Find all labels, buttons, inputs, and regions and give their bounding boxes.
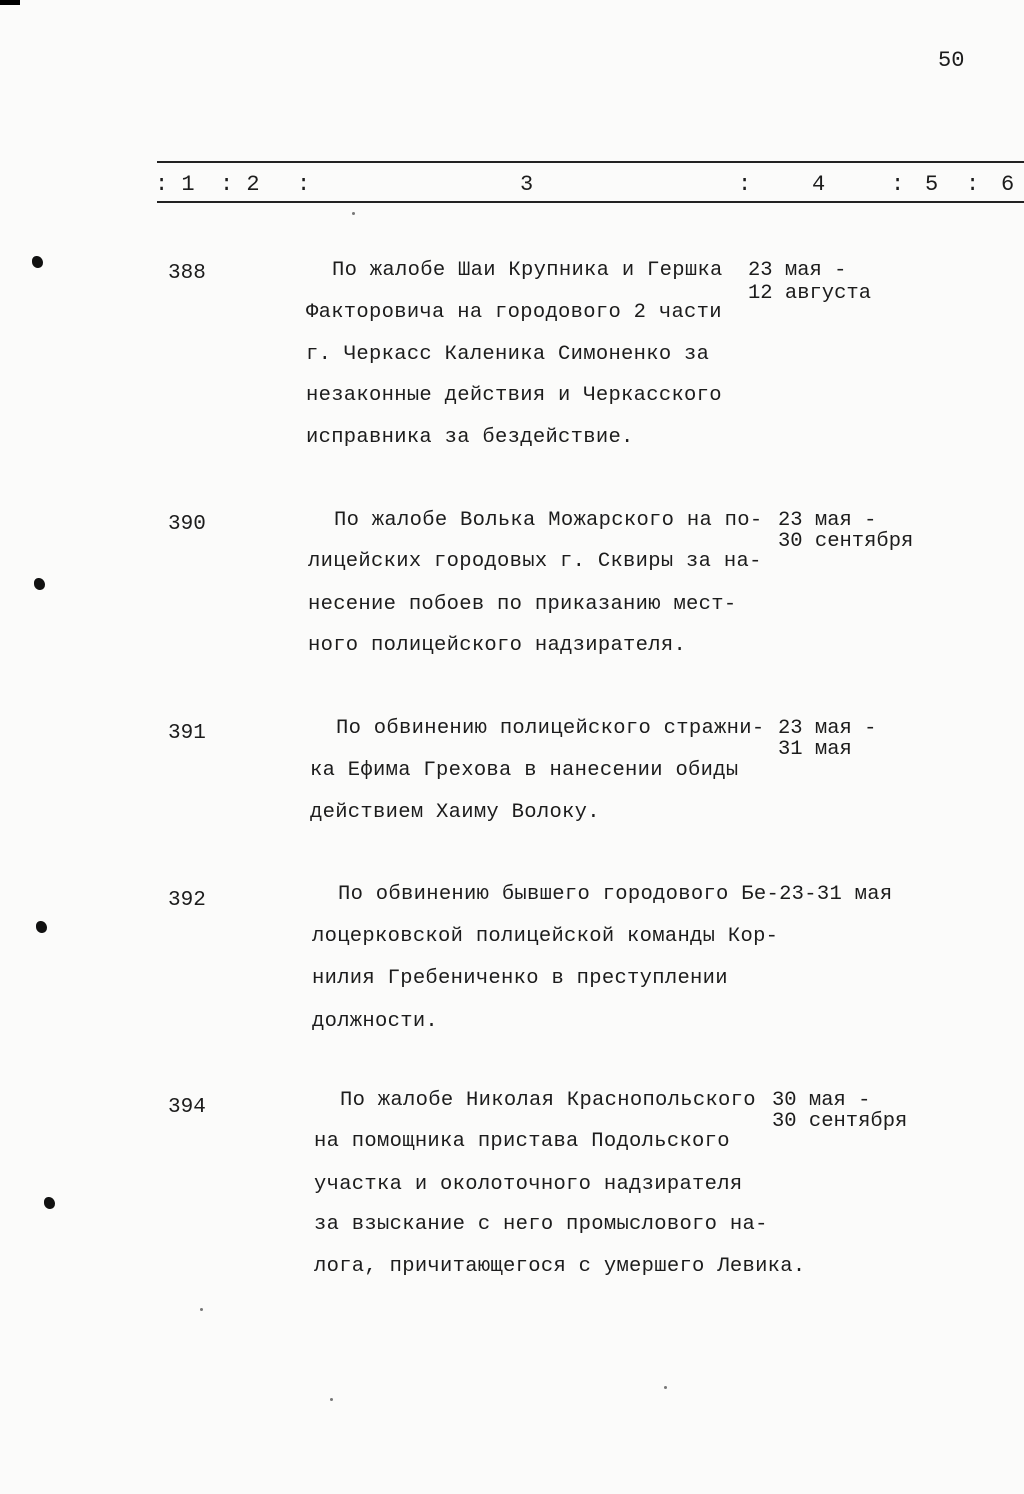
entry-number: 392: [168, 889, 206, 912]
entry-text-line: незаконные действия и Черкасского: [306, 384, 722, 407]
entry-text-line: лоцерковской полицейской команды Кор-: [312, 925, 779, 948]
entry-date-start: 23 мая -: [748, 259, 847, 282]
scan-speck: [352, 212, 355, 215]
page-number: 50: [938, 48, 965, 73]
column-header-separator: :: [891, 172, 905, 197]
entry-text-line: должности.: [312, 1010, 439, 1033]
column-header-separator: :: [738, 172, 752, 197]
entry-number: 388: [168, 262, 206, 285]
entry-text-line: По жалобе Волька Можарского на по-: [334, 509, 763, 532]
column-header-separator: :: [966, 172, 980, 197]
entry-date-end: 30 сентября: [778, 530, 914, 553]
entry-date-end: 31 мая: [778, 738, 852, 761]
entry-text-line: исправника за бездействие.: [306, 426, 634, 449]
table-top-rule: [157, 161, 1024, 163]
entry-text-line: По обвинению полицейского стражни-: [336, 717, 765, 740]
entry-text-line: за взыскание с него промыслового на-: [314, 1213, 768, 1236]
entry-text-line: Факторовича на городового 2 части: [306, 301, 722, 324]
column-header-1: : 1: [155, 172, 195, 197]
table-header-bottom-rule: [157, 201, 1024, 203]
column-header-6: 6: [1001, 172, 1015, 197]
entry-date-start: 23 мая -: [778, 509, 877, 532]
column-header-separator: :: [297, 172, 311, 197]
entry-date-start: 30 мая -: [772, 1089, 871, 1112]
entry-date-end: 12 августа: [748, 282, 872, 305]
entry-text-line: на помощника пристава Подольского: [314, 1130, 730, 1153]
entry-number: 391: [168, 722, 206, 745]
entry-date-start: 23 мая -: [778, 717, 877, 740]
column-header-5: 5: [925, 172, 939, 197]
column-header-2: : 2: [220, 172, 260, 197]
binding-hole-mark: [32, 256, 43, 268]
scan-speck: [200, 1308, 203, 1311]
scan-speck: [330, 1398, 333, 1401]
binding-hole-mark: [34, 578, 45, 590]
binding-hole-mark: [36, 921, 47, 933]
scan-edge-mark: [0, 0, 20, 5]
entry-text-line: По обвинению бывшего городового Бе-23-31 мая: [338, 883, 893, 906]
entry-text-line: лицейских городовых г. Сквиры за на-: [308, 550, 762, 573]
entry-number: 390: [168, 513, 206, 536]
entry-text-line: участка и околоточного надзирателя: [314, 1173, 743, 1196]
entry-text-line: лога, причитающегося с умершего Левика.: [314, 1255, 806, 1278]
column-header-3: 3: [520, 172, 534, 197]
entry-number: 394: [168, 1096, 206, 1119]
scan-speck: [664, 1386, 667, 1389]
entry-text-line: По жалобе Николая Краснопольского: [340, 1089, 756, 1112]
entry-text-line: По жалобе Шаи Крупника и Гершка: [332, 259, 723, 282]
entry-text-line: г. Черкасс Каленика Симоненко за: [306, 343, 710, 366]
entry-text-line: ка Ефима Грехова в нанесении обиды: [310, 759, 739, 782]
binding-hole-mark: [44, 1197, 55, 1209]
entry-text-line: ного полицейского надзирателя.: [308, 634, 687, 657]
entry-date-end: 30 сентября: [772, 1110, 908, 1133]
entry-text-line: действием Хаиму Волоку.: [310, 801, 600, 824]
entry-text-line: нилия Гребениченко в преступлении: [312, 967, 728, 990]
column-header-4: 4: [812, 172, 826, 197]
entry-text-line: несение побоев по приказанию мест-: [308, 593, 737, 616]
